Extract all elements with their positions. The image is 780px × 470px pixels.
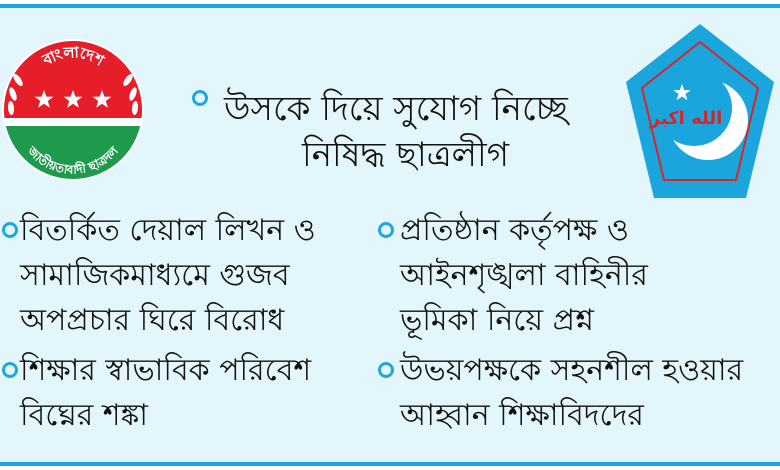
bullet-3-line-1: শিক্ষার স্বাভাবিক পরিবেশ bbox=[20, 353, 312, 388]
bullet-item-2 bbox=[400, 208, 648, 343]
chhatra-dal-logo bbox=[2, 22, 144, 198]
bullet-1-line-3: অপপ্রচার ঘিরে বিরোধ bbox=[20, 303, 285, 338]
headline bbox=[190, 86, 610, 178]
bullet-item-4 bbox=[400, 348, 743, 438]
infographic-panel bbox=[0, 4, 780, 466]
bullet-4-line-2: আহ্বান শিক্ষাবিদদের bbox=[400, 398, 644, 433]
bullet-icon-4 bbox=[378, 362, 394, 378]
bullet-2-line-3: ভূমিকা নিয়ে প্রশ্ন bbox=[400, 303, 594, 338]
bullet-1-line-1: বিতর্কিত দেয়াল লিখন ও bbox=[20, 213, 316, 248]
bullet-item-1 bbox=[20, 208, 316, 343]
bullet-icon-1 bbox=[2, 222, 18, 238]
bullet-3-line-2: বিঘ্নের শঙ্কা bbox=[20, 398, 148, 433]
bullet-4-line-1: উভয়পক্ষকে সহনশীল হওয়ার bbox=[400, 353, 744, 388]
bullet-2-line-2: আইনশৃঙ্খলা বাহিনীর bbox=[400, 258, 648, 293]
logo-bottom-text: জাতীয়তাবাদী ছাত্রদল bbox=[24, 143, 122, 177]
shibir-emblem-logo bbox=[622, 20, 778, 202]
bullet-2-line-1: প্রতিষ্ঠান কর্তৃপক্ষ ও bbox=[400, 213, 629, 248]
bullet-icon-3 bbox=[2, 362, 18, 378]
headline-line-1: উসকে দিয়ে সুযোগ নিচ্ছে bbox=[224, 89, 568, 129]
bullet-item-3 bbox=[20, 348, 311, 438]
headline-line-2: নিষিদ্ধ ছাত্রলীগ bbox=[302, 135, 510, 175]
logo-top-text: বাংলাদেশ bbox=[39, 43, 108, 70]
bullet-icon-2 bbox=[378, 222, 394, 238]
bullet-1-line-2: সামাজিকমাধ্যমে গুজব bbox=[20, 258, 290, 293]
calligraphy-text: الله اكبر bbox=[649, 108, 723, 129]
